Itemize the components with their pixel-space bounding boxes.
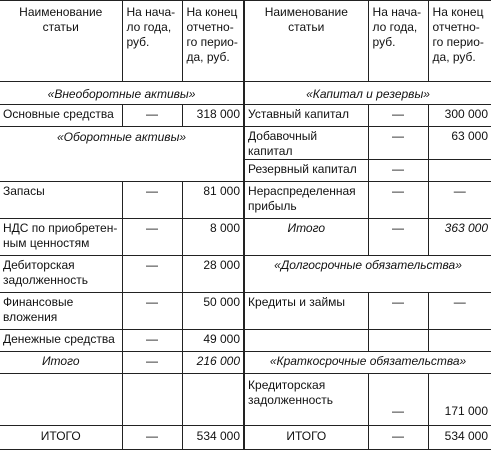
left-name-header: Наименование статьи xyxy=(0,1,122,82)
total-value: 534 000 xyxy=(428,426,491,450)
empty-cell xyxy=(368,330,428,352)
row-start-value: — xyxy=(368,127,428,160)
row-name: Дебиторская задолженность xyxy=(0,256,122,293)
right-name-header: Наименование статьи xyxy=(244,1,368,82)
subtotal-value: 363 000 xyxy=(428,219,491,256)
section-long-term-liabilities: «Долгосрочные обязательства» xyxy=(244,256,491,293)
row-end-value xyxy=(428,160,491,182)
section-noncurrent-assets: «Внеоборотные активы» xyxy=(0,82,244,105)
row-end-value: 171 000 xyxy=(428,374,491,426)
right-end-header: На конец отчетно- го перио- да, руб. xyxy=(428,1,491,82)
row-end-value: — xyxy=(428,293,491,330)
left-start-header: На нача- ло года, руб. xyxy=(122,1,182,82)
table-row xyxy=(0,182,491,219)
empty-cell xyxy=(428,330,491,352)
section-capital-reserves: «Капитал и резервы» xyxy=(244,82,491,105)
row-end-value: 50 000 xyxy=(182,293,244,330)
row-name: Основные средства xyxy=(0,105,122,127)
row-name: Уставный капитал xyxy=(244,105,368,127)
row-start-value: — xyxy=(122,426,182,450)
subtotal-value: 216 000 xyxy=(182,352,244,374)
row-end-value: 49 000 xyxy=(182,330,244,352)
row-start-value: — xyxy=(122,352,182,374)
total-value: 534 000 xyxy=(182,426,244,450)
row-start-value: — xyxy=(122,330,182,352)
row-start-value: — xyxy=(368,426,428,450)
row-name: Кредиторская задолженность xyxy=(244,374,368,426)
row-start-value: — xyxy=(368,293,428,330)
right-start-header: На нача- ло года, руб. xyxy=(368,1,428,82)
table-row xyxy=(0,82,491,105)
row-end-value: 63 000 xyxy=(428,127,491,160)
row-name: Резервный капитал xyxy=(244,160,368,182)
row-start-value: — xyxy=(368,182,428,219)
row-end-value: 318 000 xyxy=(182,105,244,127)
column-header-row xyxy=(0,1,491,82)
row-start-value: — xyxy=(122,182,182,219)
table-row xyxy=(0,127,491,160)
table-row xyxy=(0,256,491,293)
left-end-header: На конец отчетно- го перио- да, руб. xyxy=(182,1,244,82)
row-name: Запасы xyxy=(0,182,122,219)
total-label: ИТОГО xyxy=(0,426,122,450)
row-start-value: — xyxy=(368,160,428,182)
row-name: НДС по приобретен- ным ценностям xyxy=(0,219,122,256)
total-label: ИТОГО xyxy=(244,426,368,450)
subtotal-label: Итого xyxy=(244,219,368,256)
row-name: Финансовые вложения xyxy=(0,293,122,330)
row-start-value: — xyxy=(122,256,182,293)
row-start-value: — xyxy=(368,105,428,127)
row-start-value: — xyxy=(122,105,182,127)
table-row xyxy=(0,426,491,450)
row-name: Денежные средства xyxy=(0,330,122,352)
table-row xyxy=(0,293,491,330)
section-current-assets: «Оборотные активы» xyxy=(0,127,244,182)
row-name: Кредиты и займы xyxy=(244,293,368,330)
subtotal-label: Итого xyxy=(0,352,122,374)
table-row xyxy=(0,105,491,127)
row-name: Добавочный капитал xyxy=(244,127,368,160)
row-end-value: 28 000 xyxy=(182,256,244,293)
row-end-value: 8 000 xyxy=(182,219,244,256)
empty-cell xyxy=(244,330,368,352)
table-row xyxy=(0,352,491,374)
table-row xyxy=(0,219,491,256)
row-start-value: — xyxy=(368,374,428,426)
row-start-value: — xyxy=(122,219,182,256)
table-row xyxy=(0,330,491,352)
row-end-value: — xyxy=(428,182,491,219)
row-end-value: 300 000 xyxy=(428,105,491,127)
row-start-value: — xyxy=(122,293,182,330)
row-name: Нераспределенная прибыль xyxy=(244,182,368,219)
section-short-term-liabilities: «Краткосрочные обязательства» xyxy=(244,352,491,374)
row-start-value: — xyxy=(368,219,428,256)
row-end-value: 81 000 xyxy=(182,182,244,219)
